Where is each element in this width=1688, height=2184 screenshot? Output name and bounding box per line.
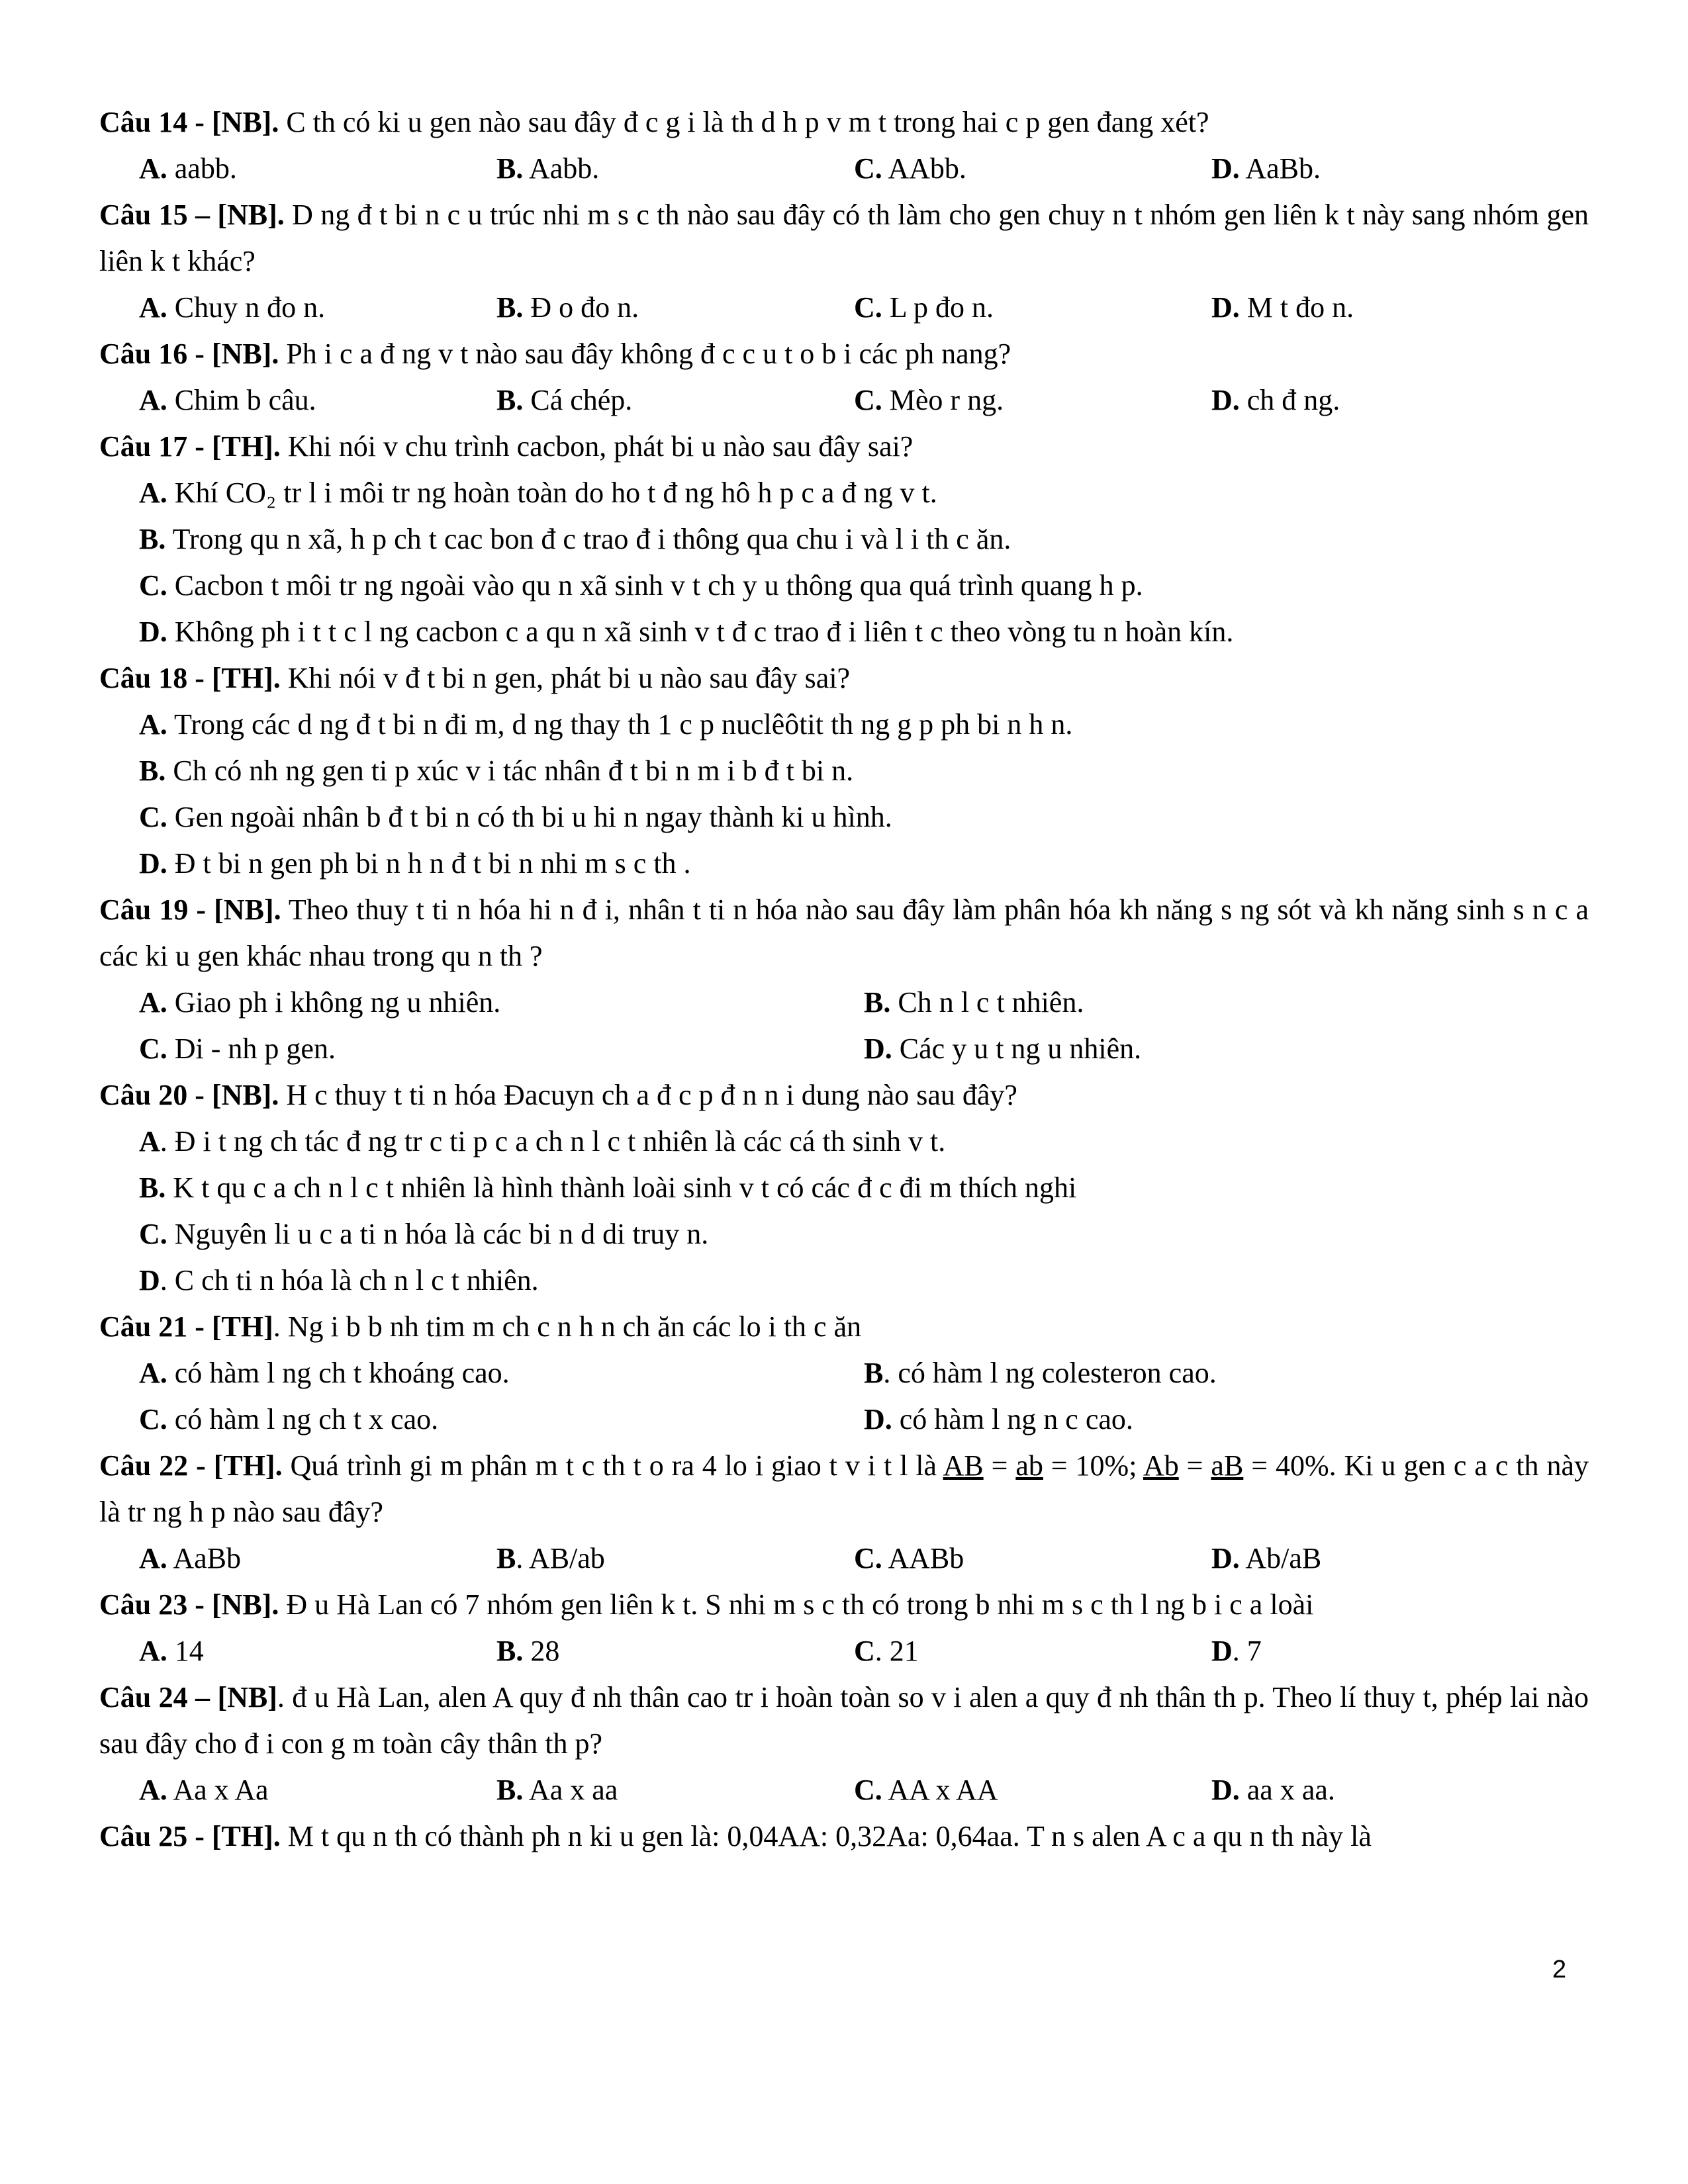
option-letter: B. xyxy=(496,152,524,185)
gamete-ab-lower: ab xyxy=(1015,1449,1043,1482)
gamete-Ab: Ab xyxy=(1143,1449,1179,1482)
option-text: AaBb xyxy=(167,1542,242,1574)
question-stem xyxy=(99,1674,1589,1767)
option-text: có hàm l ng ch t khoáng cao. xyxy=(167,1357,510,1389)
question-label: Câu 17 - [TH]. xyxy=(99,430,281,463)
option-letter: B. xyxy=(496,1635,524,1667)
option-letter: D. xyxy=(139,847,167,880)
option-text: Cá chép. xyxy=(523,384,633,416)
question-stem xyxy=(99,99,1589,146)
option-text: Giao ph i không ng u nhiên. xyxy=(167,986,501,1019)
option-d[interactable] xyxy=(864,1396,1589,1443)
option-d[interactable] xyxy=(1211,1628,1262,1674)
question-20 xyxy=(99,1072,1589,1304)
question-text: Khi nói v đ t bi n gen, phát bi u nào sau đây sai? xyxy=(280,662,851,694)
options-row xyxy=(99,1535,1589,1582)
option-letter: C. xyxy=(139,569,167,602)
option-a[interactable] xyxy=(139,702,1589,748)
question-text: = xyxy=(983,1449,1016,1482)
option-a[interactable] xyxy=(139,979,864,1026)
option-letter: A. xyxy=(139,152,167,185)
question-text: Khi nói v chu trình cacbon, phát bi u nào sau đây sai? xyxy=(280,430,914,463)
options-list xyxy=(99,470,1589,655)
question-15 xyxy=(99,192,1589,331)
option-b[interactable] xyxy=(139,748,1589,794)
option-b[interactable] xyxy=(496,1535,854,1582)
option-text: . C ch ti n hóa là ch n l c t nhiên. xyxy=(160,1264,539,1297)
gamete-ab-upper: AB xyxy=(943,1449,984,1482)
option-c[interactable] xyxy=(139,1026,864,1072)
option-c[interactable] xyxy=(139,563,1589,609)
question-stem xyxy=(99,192,1589,285)
option-text: Đ o đo n. xyxy=(523,291,639,324)
question-text: . đ u Hà Lan, alen A quy đ nh thân cao tr i hoàn toàn so v i alen a quy đ nh thân th p. Theo lí thuy t, phép lai nào sau đây cho đ i con g m toàn cây thân th p? xyxy=(99,1681,1589,1760)
option-letter: B xyxy=(496,1542,516,1574)
option-letter: A. xyxy=(139,1542,167,1574)
options-row xyxy=(99,1767,1589,1813)
option-text: Chuy n đo n. xyxy=(167,291,326,324)
option-b[interactable] xyxy=(496,377,854,424)
option-text: Ch n l c t nhiên. xyxy=(890,986,1084,1019)
option-d[interactable] xyxy=(1211,377,1340,424)
option-text: . 7 xyxy=(1232,1635,1262,1667)
option-c[interactable] xyxy=(854,1535,1211,1582)
option-letter: B. xyxy=(496,1774,524,1806)
option-letter: A. xyxy=(139,384,167,416)
option-b[interactable] xyxy=(139,1165,1589,1211)
question-stem xyxy=(99,1304,1589,1350)
option-text: Trong qu n xã, h p ch t cac bon đ c trao đ i thông qua chu i và l i th c ăn. xyxy=(165,523,1011,555)
option-c[interactable] xyxy=(854,1767,1211,1813)
option-c[interactable] xyxy=(139,1396,864,1443)
option-letter: B. xyxy=(496,384,524,416)
option-letter: C. xyxy=(139,1403,167,1435)
option-text: Ab/aB xyxy=(1239,1542,1322,1574)
option-b[interactable] xyxy=(496,146,854,192)
question-stem xyxy=(99,655,1589,702)
question-label: Câu 19 - [NB]. xyxy=(99,893,281,926)
options-row xyxy=(99,1350,1589,1396)
option-letter: D. xyxy=(1211,152,1240,185)
question-text: Theo thuy t ti n hóa hi n đ i, nhân t ti n hóa nào sau đây làm phân hóa kh năng s ng sót và kh năng sinh s n c a các ki u gen khác nhau trong qu n th ? xyxy=(99,893,1589,972)
option-letter: D xyxy=(1211,1635,1233,1667)
option-a[interactable] xyxy=(139,146,496,192)
option-letter: B. xyxy=(864,986,891,1019)
option-letter: B xyxy=(864,1357,884,1389)
question-stem xyxy=(99,331,1589,377)
option-text: M t đo n. xyxy=(1239,291,1354,324)
options-row xyxy=(99,1026,1589,1072)
options-row xyxy=(99,285,1589,331)
option-letter: D xyxy=(139,1264,160,1297)
option-letter: C. xyxy=(139,1032,167,1065)
option-text: . AB/ab xyxy=(516,1542,605,1574)
option-text: L p đo n. xyxy=(882,291,994,324)
options-row xyxy=(99,377,1589,424)
question-text: . Ng i b b nh tim m ch c n h n ch ăn các lo i th c ăn xyxy=(273,1310,862,1343)
option-d[interactable] xyxy=(1211,1535,1321,1582)
question-17 xyxy=(99,424,1589,655)
question-text: H c thuy t ti n hóa Đacuyn ch a đ c p đ n n i dung nào sau đây? xyxy=(279,1079,1017,1111)
question-text: Quá trình gi m phân m t c th t o ra 4 lo i giao t v i t l là xyxy=(282,1449,943,1482)
question-list xyxy=(99,99,1589,1860)
question-label: Câu 16 - [NB]. xyxy=(99,338,279,370)
question-label: Câu 20 - [NB]. xyxy=(99,1079,279,1111)
question-stem xyxy=(99,424,1589,470)
option-letter: A. xyxy=(139,986,167,1019)
question-22 xyxy=(99,1443,1589,1582)
question-stem xyxy=(99,1582,1589,1628)
option-text: 14 xyxy=(167,1635,204,1667)
option-text: AaBb. xyxy=(1239,152,1321,185)
option-c[interactable] xyxy=(139,794,1589,841)
option-letter: B. xyxy=(139,523,166,555)
option-letter: B. xyxy=(139,1171,166,1204)
option-text: . có hàm l ng colesteron cao. xyxy=(883,1357,1217,1389)
option-d[interactable] xyxy=(139,609,1589,655)
option-c[interactable] xyxy=(854,285,1211,331)
option-text: Chim b câu. xyxy=(167,384,316,416)
option-b[interactable] xyxy=(496,285,854,331)
options-row xyxy=(99,146,1589,192)
question-stem xyxy=(99,1443,1589,1535)
question-14 xyxy=(99,99,1589,192)
question-label: Câu 21 - [TH] xyxy=(99,1310,273,1343)
option-text: Không ph i t t c l ng cacbon c a qu n xã sinh v t đ c trao đ i liên t c theo vòng tu n hoàn kín. xyxy=(167,615,1234,648)
option-b[interactable] xyxy=(139,516,1589,563)
question-stem xyxy=(99,1072,1589,1118)
option-letter: A. xyxy=(139,477,167,509)
option-d[interactable] xyxy=(1211,146,1321,192)
option-b[interactable] xyxy=(496,1628,854,1674)
options-row xyxy=(99,1396,1589,1443)
option-text: Các y u t ng u nhiên. xyxy=(892,1032,1142,1065)
option-letter: D. xyxy=(1211,1774,1240,1806)
option-letter: C. xyxy=(854,291,882,324)
option-letter: A xyxy=(139,1125,160,1158)
option-text: Trong các d ng đ t bi n đi m, d ng thay th 1 c p nuclêôtit th ng g p ph bi n h n. xyxy=(167,708,1073,741)
option-text: ch đ ng. xyxy=(1239,384,1340,416)
options-row xyxy=(99,979,1589,1026)
options-row xyxy=(99,1628,1589,1674)
page-number: 2 xyxy=(1552,1956,1567,1983)
option-letter: A. xyxy=(139,708,167,741)
question-23 xyxy=(99,1582,1589,1674)
option-letter: C. xyxy=(854,1774,882,1806)
option-d[interactable] xyxy=(864,1026,1589,1072)
option-a[interactable] xyxy=(139,1628,496,1674)
option-text: Ch có nh ng gen ti p xúc v i tác nhân đ t bi n m i b đ t bi n. xyxy=(165,754,854,787)
option-letter: C xyxy=(854,1635,875,1667)
option-text: Aabb. xyxy=(523,152,600,185)
question-text: = 40%. Ki u gen c a c th này là tr ng h p nào sau đây? xyxy=(99,1449,1589,1528)
option-letter: B. xyxy=(139,754,166,787)
question-text: = 10%; xyxy=(1043,1449,1143,1482)
option-a[interactable] xyxy=(139,377,496,424)
option-a[interactable] xyxy=(139,285,496,331)
option-letter: A. xyxy=(139,1635,167,1667)
question-label: Câu 14 - [NB]. xyxy=(99,106,279,138)
question-stem xyxy=(99,887,1589,979)
option-c[interactable] xyxy=(854,377,1211,424)
option-c[interactable] xyxy=(139,1211,1589,1257)
option-text: Gen ngoài nhân b đ t bi n có th bi u hi n ngay thành ki u hình. xyxy=(167,801,892,833)
option-letter: A. xyxy=(139,1774,167,1806)
question-label: Câu 22 - [TH]. xyxy=(99,1449,283,1482)
option-d[interactable] xyxy=(1211,1767,1335,1813)
option-d[interactable] xyxy=(139,1257,1589,1304)
option-text: AABb xyxy=(882,1542,964,1574)
option-text: có hàm l ng n c cao. xyxy=(892,1403,1133,1435)
option-text: aa x aa. xyxy=(1239,1774,1335,1806)
option-letter: D. xyxy=(1211,291,1240,324)
option-c[interactable] xyxy=(854,146,1211,192)
option-b[interactable] xyxy=(864,1350,1589,1396)
option-text: Đ t bi n gen ph bi n h n đ t bi n nhi m s c th . xyxy=(167,847,691,880)
option-text: Nguyên li u c a ti n hóa là các bi n d di truy n. xyxy=(167,1218,709,1250)
option-letter: D. xyxy=(864,1403,892,1435)
option-a[interactable] xyxy=(139,1767,496,1813)
question-stem xyxy=(99,1813,1589,1860)
question-text: Ph i c a đ ng v t nào sau đây không đ c c u t o b i các ph nang? xyxy=(279,338,1011,370)
option-text: Aa x aa xyxy=(523,1774,618,1806)
option-letter: C. xyxy=(854,152,882,185)
option-a[interactable] xyxy=(139,470,1589,516)
question-label: Câu 23 - [NB]. xyxy=(99,1588,279,1621)
question-21 xyxy=(99,1304,1589,1443)
option-d[interactable] xyxy=(1211,285,1354,331)
option-letter: D. xyxy=(139,615,167,648)
option-text: Cacbon t môi tr ng ngoài vào qu n xã sinh v t ch y u thông qua quá trình quang h p. xyxy=(167,569,1143,602)
option-text: aabb. xyxy=(167,152,237,185)
option-c[interactable] xyxy=(854,1628,1211,1674)
option-a[interactable] xyxy=(139,1118,1589,1165)
options-list xyxy=(99,1118,1589,1304)
option-letter: D. xyxy=(1211,1542,1240,1574)
question-label: Câu 18 - [TH]. xyxy=(99,662,281,694)
option-letter: C. xyxy=(854,384,882,416)
option-letter: D. xyxy=(1211,384,1240,416)
option-letter: C. xyxy=(854,1542,882,1574)
question-18 xyxy=(99,655,1589,887)
option-b[interactable] xyxy=(864,979,1589,1026)
question-text: Đ u Hà Lan có 7 nhóm gen liên k t. S nhi m s c th có trong b nhi m s c th l ng b i c a loài xyxy=(279,1588,1314,1621)
option-letter: A. xyxy=(139,291,167,324)
option-text: Khí CO₂ tr l i môi tr ng hoàn toàn do ho t đ ng hô h p c a đ ng v t. xyxy=(167,477,937,509)
question-text: M t qu n th có thành ph n ki u gen là: 0,04AA: 0,32Aa: 0,64aa. T n s alen A c a qu n th này là xyxy=(280,1820,1372,1852)
option-d[interactable] xyxy=(139,841,1589,887)
option-b[interactable] xyxy=(496,1767,854,1813)
question-16 xyxy=(99,331,1589,424)
question-label: Câu 24 – [NB] xyxy=(99,1681,277,1713)
option-text: Aa x Aa xyxy=(167,1774,269,1806)
question-19 xyxy=(99,887,1589,1072)
question-24 xyxy=(99,1674,1589,1813)
question-label: Câu 15 – [NB]. xyxy=(99,199,285,231)
option-text: 28 xyxy=(523,1635,560,1667)
option-a[interactable] xyxy=(139,1535,496,1582)
option-text: có hàm l ng ch t x cao. xyxy=(167,1403,439,1435)
question-25 xyxy=(99,1813,1589,1860)
option-text: . 21 xyxy=(874,1635,919,1667)
option-text: . Đ i t ng ch tác đ ng tr c ti p c a ch n l c t nhiên là các cá th sinh v t. xyxy=(160,1125,946,1158)
option-letter: B. xyxy=(496,291,524,324)
options-list xyxy=(99,702,1589,887)
option-text: AAbb. xyxy=(882,152,966,185)
question-label: Câu 25 - [TH]. xyxy=(99,1820,281,1852)
option-letter: A. xyxy=(139,1357,167,1389)
option-text: AA x AA xyxy=(882,1774,998,1806)
option-letter: C. xyxy=(139,801,167,833)
option-text: Di - nh p gen. xyxy=(167,1032,336,1065)
question-text: C th có ki u gen nào sau đây đ c g i là th d h p v m t trong hai c p gen đang xét? xyxy=(279,106,1209,138)
option-a[interactable] xyxy=(139,1350,864,1396)
gamete-aB: aB xyxy=(1211,1449,1244,1482)
question-text: D ng đ t bi n c u trúc nhi m s c th nào sau đây có th làm cho gen chuy n t nhóm gen liên k t này sang nhóm gen liên k t khác? xyxy=(99,199,1589,277)
option-text: Mèo r ng. xyxy=(882,384,1004,416)
question-text: = xyxy=(1178,1449,1211,1482)
option-letter: C. xyxy=(139,1218,167,1250)
option-letter: D. xyxy=(864,1032,892,1065)
option-text: K t qu c a ch n l c t nhiên là hình thành loài sinh v t có các đ c đi m thích nghi xyxy=(165,1171,1077,1204)
